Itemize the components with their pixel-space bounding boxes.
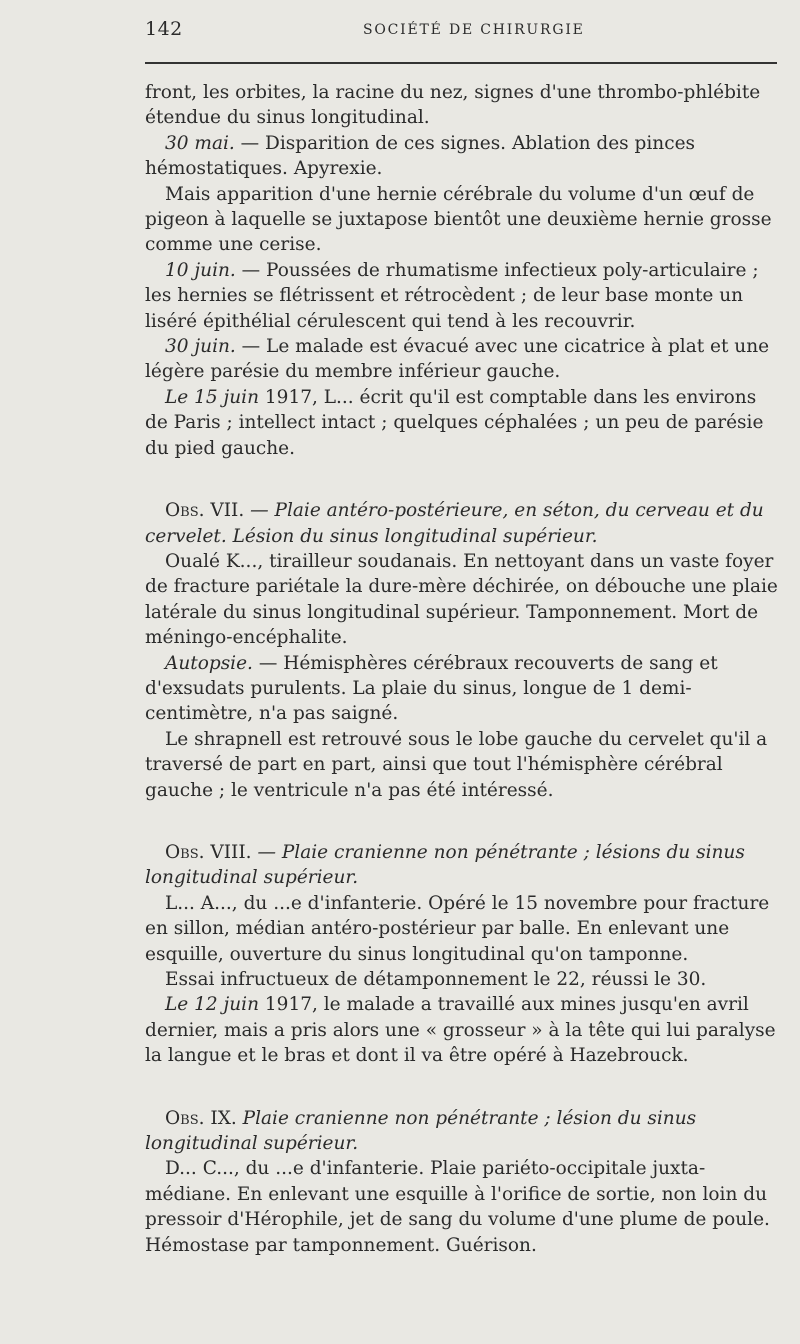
date-label: 30 juin.: [165, 336, 236, 358]
paragraph: front, les orbites, la racine du nez, signes d'une thrombo-phlébite étendue du sinus longitudinal.: [145, 82, 761, 129]
date-label: Le 12 juin: [165, 994, 260, 1016]
paragraph-text: — Hémisphères cérébraux recouverts de sang et d'exsudats purulents. La plaie du sinus, longue de 1 demi-centimètre, n'a pas saigné.: [145, 652, 718, 725]
running-title: SOCIÉTÉ DE CHIRURGIE: [363, 22, 585, 38]
paragraph: [145, 334, 778, 385]
page-header: [145, 18, 777, 48]
paragraph: [145, 131, 778, 182]
paragraph: [145, 258, 778, 334]
paragraph: [145, 992, 778, 1068]
date-label: 30 mai.: [165, 132, 235, 154]
observation-heading: [145, 1106, 778, 1157]
paragraph-text: 1917, L... écrit qu'il est comptable dans les environs de Paris ; intellect intact ; quelques céphalées ; un peu de parésie du pied gauche.: [145, 386, 764, 459]
page-body: [145, 80, 778, 1258]
paragraph: L... A..., du ...e d'infanterie. Opéré le 15 novembre pour fracture en sillon, médian antéro-postérieur par balle. En enlevant une esquille, ouverture du sinus longitudinal qu'on tamponne.: [145, 892, 770, 965]
observation-heading: [145, 840, 778, 891]
header-rule: [145, 62, 777, 64]
observation-title: — Plaie cranienne non pénétrante ; lésions du sinus longitudinal supérieur.: [145, 841, 745, 889]
observation-label: Obs. VII.: [165, 500, 245, 522]
observation-title: Plaie cranienne non pénétrante ; lésion du sinus longitudinal supérieur.: [145, 1107, 697, 1155]
observation-heading: [145, 498, 778, 549]
paragraph: [145, 651, 778, 727]
observation-title: — Plaie antéro-postérieure, en séton, du cerveau et du cervelet. Lésion du sinus longitudinal supérieur.: [145, 500, 764, 547]
paragraph: D... C..., du ...e d'infanterie. Plaie pariéto-occipitale juxta-médiane. En enlevant une esquille à l'orifice de sortie, non loin du pressoir d'Hérophile, jet de sang du volume d'une plume de poule. Hémostase par tamponnement. Guérison.: [145, 1158, 770, 1256]
paragraph-text: — Poussées de rhumatisme infectieux poly-articulaire ; les hernies se flétrissent et rétrocèdent ; de leur base monte un liséré épithélial cérulescent qui tend à les recouvrir.: [145, 259, 759, 332]
date-label: 10 juin.: [165, 259, 236, 281]
paragraph: [145, 385, 778, 461]
observation-label: Obs. VIII.: [165, 841, 252, 863]
paragraph: Le shrapnell est retrouvé sous le lobe gauche du cervelet qu'il a traversé de part en part, ainsi que tout l'hémisphère cérébral gauche ; le ventricule n'a pas été intéressé.: [145, 728, 768, 801]
paragraph: Mais apparition d'une hernie cérébrale du volume d'un œuf de pigeon à laquelle se juxtapose bientôt une deuxième hernie grosse comme une cerise.: [145, 183, 772, 256]
date-label: Le 15 juin: [165, 386, 260, 408]
page-number: 142: [145, 18, 183, 40]
paragraph: Oualé K..., tirailleur soudanais. En nettoyant dans un vaste foyer de fracture pariétale la dure-mère déchirée, on débouche une plaie latérale du sinus longitudinal supérieur. Tamponnement. Mort de méningo-encéphalite.: [145, 550, 778, 649]
paragraph-text: — Disparition de ces signes. Ablation des pinces hémostatiques. Apyrexie.: [145, 132, 696, 180]
section-label: Autopsie.: [165, 652, 253, 674]
observation-label: Obs. IX.: [165, 1107, 237, 1129]
paragraph-text: 1917, le malade a travaillé aux mines jusqu'en avril dernier, mais a pris alors une « grosseur » à la tête qui lui paralyse la langue et le bras et dont il va être opéré à Hazebrouck.: [145, 994, 776, 1067]
paragraph: Essai infructueux de détamponnement le 22, réussi le 30.: [165, 969, 707, 990]
paragraph-text: — Le malade est évacué avec une cicatrice à plat et une légère parésie du membre inférieur gauche.: [145, 336, 770, 383]
